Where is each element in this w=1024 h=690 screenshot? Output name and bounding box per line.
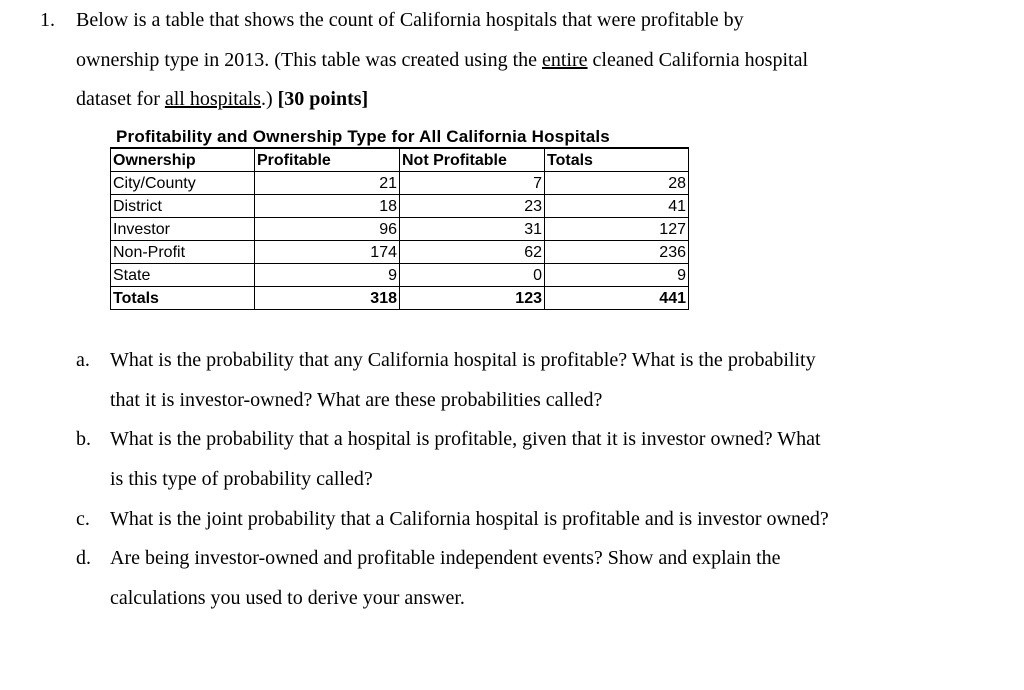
entire-underlined: entire — [542, 49, 588, 71]
subquestion-b-label: b. — [76, 428, 91, 450]
subquestion-d-line-2: calculations you used to derive your answer. — [110, 587, 465, 609]
cell-ownership: Investor — [111, 218, 255, 241]
table-row — [111, 195, 689, 218]
cell-not-profitable: 62 — [400, 241, 545, 264]
cell-not-profitable: 31 — [400, 218, 545, 241]
cell-ownership: District — [111, 195, 255, 218]
subquestion-c-line-1: What is the joint probability that a California hospital is profitable and is investor owned? — [110, 508, 829, 530]
question-line-3 — [76, 87, 368, 111]
subquestion-a-label: a. — [76, 349, 90, 371]
cell-totals: 236 — [545, 241, 689, 264]
header-not-profitable: Not Profitable — [400, 148, 545, 172]
cell-not-profitable: 23 — [400, 195, 545, 218]
question-line-3-tail: .) — [260, 88, 278, 110]
cell-profitable: 174 — [255, 241, 400, 264]
header-profitable: Profitable — [255, 148, 400, 172]
subquestion-a-line-1: What is the probability that any California hospital is profitable? What is the probability — [110, 349, 816, 371]
subquestion-b-line-2: is this type of probability called? — [110, 468, 373, 490]
cell-ownership: City/County — [111, 172, 255, 195]
cell-profitable: 9 — [255, 264, 400, 287]
cell-totals: 28 — [545, 172, 689, 195]
header-totals: Totals — [545, 148, 689, 172]
cell-ownership: State — [111, 264, 255, 287]
hospital-table — [110, 126, 689, 310]
cell-ownership: Non-Profit — [111, 241, 255, 264]
cell-profitable: 18 — [255, 195, 400, 218]
subquestion-d-label: d. — [76, 547, 91, 569]
subquestion-d-line-1: Are being investor-owned and profitable independent events? Show and explain the — [110, 547, 781, 569]
cell-totals: 41 — [545, 195, 689, 218]
table-row — [111, 264, 689, 287]
table-header-row — [111, 148, 689, 172]
table-title: Profitability and Ownership Type for All California Hospitals — [116, 127, 610, 146]
question-line-3-text: dataset for — [76, 88, 165, 110]
question-line-1: Below is a table that shows the count of California hospitals that were profitable by — [76, 9, 744, 31]
question-line-2-tail: cleaned California hospital — [587, 49, 809, 71]
subquestion-b-line-1: What is the probability that a hospital is profitable, given that it is investor owned? What — [110, 428, 821, 450]
table-totals-row — [111, 287, 689, 310]
all-hospitals-underlined: all hospitals — [164, 88, 261, 110]
cell-totals: 9 — [545, 264, 689, 287]
table-row — [111, 241, 689, 264]
totals-not-profitable: 123 — [400, 287, 545, 310]
totals-label: Totals — [111, 287, 255, 310]
points-label: [30 points] — [277, 88, 369, 110]
cell-profitable: 21 — [255, 172, 400, 195]
subquestion-a-line-2: that it is investor-owned? What are these probabilities called? — [110, 389, 603, 411]
question-line-2-text: ownership type in 2013. (This table was created using the — [76, 49, 542, 71]
subquestion-c-label: c. — [76, 508, 90, 530]
cell-profitable: 96 — [255, 218, 400, 241]
question-line-2 — [76, 48, 808, 72]
totals-profitable: 318 — [255, 287, 400, 310]
table-row — [111, 218, 689, 241]
table-row — [111, 172, 689, 195]
cell-not-profitable: 0 — [400, 264, 545, 287]
totals-grand: 441 — [545, 287, 689, 310]
cell-totals: 127 — [545, 218, 689, 241]
question-number: 1. — [40, 9, 55, 31]
data-table — [110, 147, 689, 310]
cell-not-profitable: 7 — [400, 172, 545, 195]
header-ownership: Ownership — [111, 148, 255, 172]
